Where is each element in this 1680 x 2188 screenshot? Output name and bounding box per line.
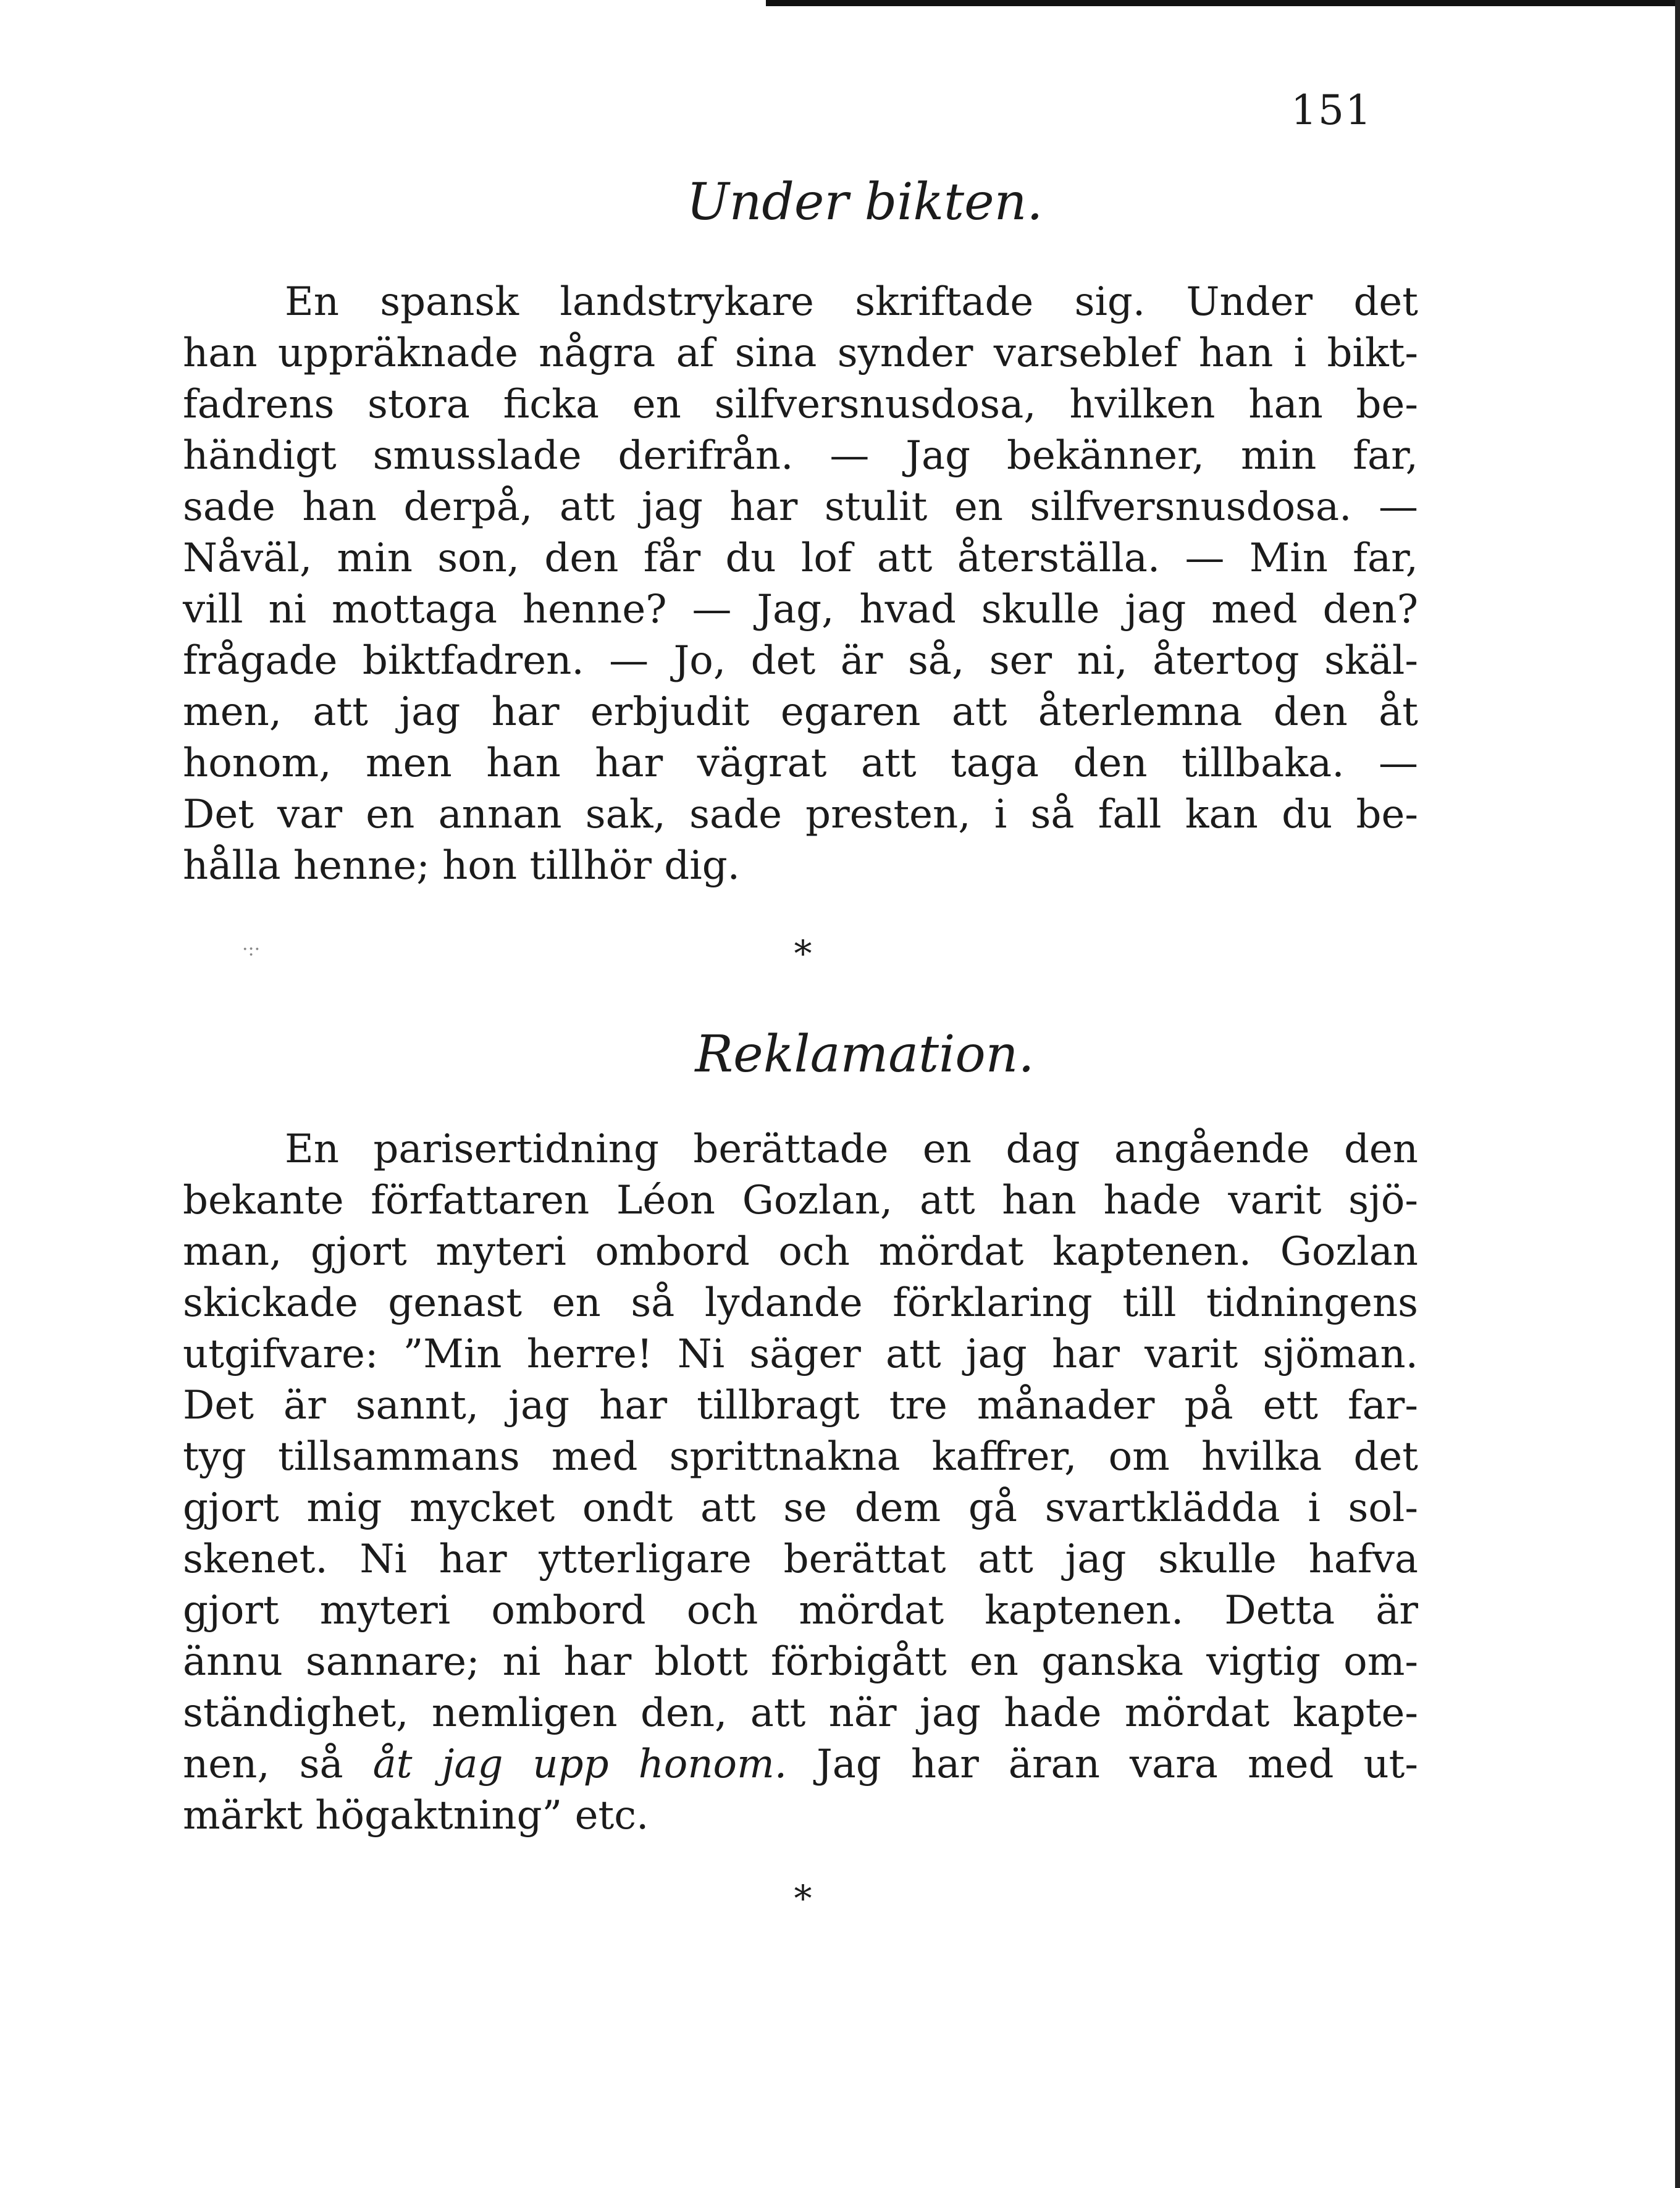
text-line: han uppräknade några af sina synder varseblef han i bikt- <box>183 330 1418 376</box>
page-number: 151 <box>1291 86 1372 134</box>
print-speck: ·:· <box>242 939 261 960</box>
text-line: frågade biktfadren. — Jo, det är så, ser ni, återtog skäl- <box>183 638 1418 684</box>
text-line: händigt smusslade derifrån. — Jag bekänner, min far, <box>183 433 1418 479</box>
section-title-under-bikten: Under bikten. <box>686 173 1043 232</box>
text-line: skenet. Ni har ytterligare berättat att jag skulle hafva <box>183 1536 1418 1582</box>
text-line: En parisertidning berättade en dag angående den <box>285 1126 1418 1172</box>
text-line: ännu sannare; ni har blott förbigått en ganska vigtig om- <box>183 1639 1418 1685</box>
text-line: märkt högaktning” etc. <box>183 1793 649 1838</box>
text-line: vill ni mottaga henne? — Jag, hvad skulle jag med den? <box>183 587 1418 632</box>
page-edge-right <box>1675 0 1680 2188</box>
anecdote-text-under-bikten <box>183 277 1418 892</box>
text-line: man, gjort myteri ombord och mördat kaptenen. Gozlan <box>183 1229 1418 1275</box>
text-line: fadrens stora ficka en silfversnusdosa, hvilken han be- <box>183 382 1418 427</box>
text-segment: Jag har äran vara med ut- <box>787 1742 1419 1787</box>
text-line: men, att jag har erbjudit egaren att återlemna den åt <box>183 689 1418 735</box>
text-line: sade han derpå, att jag har stulit en silfversnusdosa. — <box>183 484 1418 530</box>
page-edge-top <box>766 0 1680 6</box>
text-line: gjort mig mycket ondt att se dem gå svartklädda i sol- <box>183 1485 1418 1531</box>
text-line: ständighet, nemligen den, att när jag hade mördat kapte- <box>183 1690 1418 1736</box>
text-line: honom, men han har vägrat att taga den tillbaka. — <box>183 740 1418 786</box>
anecdote-text-reklamation <box>183 1124 1418 1842</box>
text-line: En spansk landstrykare skriftade sig. Under det <box>285 279 1418 325</box>
text-line: Det är sannt, jag har tillbragt tre månader på ett far- <box>183 1383 1418 1428</box>
text-line: bekante författaren Léon Gozlan, att han hade varit sjö- <box>183 1178 1418 1223</box>
text-segment: nen, så <box>183 1742 373 1787</box>
section-title-reklamation: Reklamation. <box>695 1025 1035 1084</box>
text-line: hålla henne; hon tillhör dig. <box>183 843 740 889</box>
text-line: tyg tillsammans med sprittnakna kaffrer, om hvilka det <box>183 1434 1418 1480</box>
text-line: Det var en annan sak, sade presten, i så fall kan du be- <box>183 792 1418 837</box>
section-separator-asterisk: * <box>794 933 812 975</box>
text-line-with-emphasis <box>183 1739 1418 1790</box>
text-line: Nåväl, min son, den får du lof att återställa. — Min far, <box>183 535 1418 581</box>
section-separator-asterisk: * <box>794 1877 812 1919</box>
text-line: gjort myteri ombord och mördat kaptenen. Detta är <box>183 1588 1418 1633</box>
text-line: utgifvare: ”Min herre! Ni säger att jag har varit sjöman. <box>183 1331 1418 1377</box>
emphasized-text: åt jag upp honom. <box>372 1742 788 1787</box>
text-line: skickade genast en så lydande förklaring till tidningens <box>183 1280 1418 1326</box>
